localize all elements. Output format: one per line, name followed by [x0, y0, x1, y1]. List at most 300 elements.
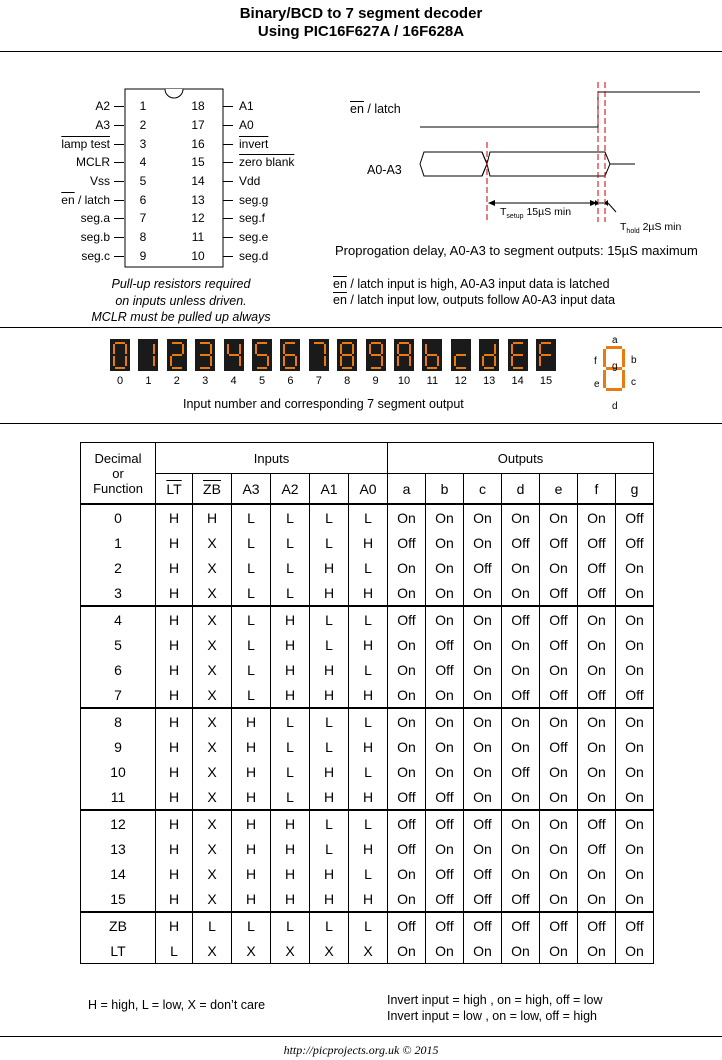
- table-cell: Off: [426, 784, 464, 810]
- table-cell: LT: [81, 938, 156, 964]
- table-cell: L: [232, 580, 271, 606]
- divider-middle-2: [0, 423, 722, 424]
- table-cell: H: [310, 580, 349, 606]
- pin-left-label-5: Vss: [89, 174, 110, 188]
- table-cell: On: [540, 836, 578, 861]
- segment-a: [513, 342, 523, 344]
- seven-segment-digit: [479, 339, 499, 371]
- segment-g: [513, 354, 523, 356]
- chip-note-2: on inputs unless driven.: [115, 294, 247, 308]
- legend-a: a: [612, 335, 618, 346]
- table-cell: On: [502, 708, 540, 734]
- segment-e: [511, 356, 513, 366]
- table-cell: Off: [578, 555, 616, 580]
- segment-d: [200, 367, 210, 369]
- table-cell: X: [271, 938, 310, 964]
- segment-a: [172, 342, 182, 344]
- table-row: [81, 708, 654, 734]
- segment-f: [283, 344, 285, 354]
- seven-segment-digit: [252, 339, 272, 371]
- pin-left-lead: [114, 200, 124, 201]
- segment-b: [239, 344, 241, 354]
- table-cell: H: [156, 530, 193, 555]
- table-cell: H: [232, 734, 271, 759]
- table-cell: Off: [464, 861, 502, 886]
- table-cell: H: [156, 555, 193, 580]
- table-cell: L: [271, 759, 310, 784]
- table-cell: On: [426, 836, 464, 861]
- header-inputs: Inputs: [156, 443, 388, 474]
- table-cell: 0: [81, 504, 156, 530]
- pin-number-left: 8: [139, 230, 147, 244]
- pin-right-label-10: seg.d: [239, 249, 269, 263]
- segment-number-label: 15: [539, 375, 553, 387]
- thold-label: $T_{hold}$ 2µS min: [620, 221, 682, 236]
- table-cell: Off: [388, 530, 426, 555]
- table-cell: On: [464, 734, 502, 759]
- table-cell: H: [156, 708, 193, 734]
- table-cell: On: [616, 810, 654, 836]
- seven-segment-digit: [280, 339, 300, 371]
- timing-en-label: $\overline{en}$ / latch: [350, 102, 401, 116]
- table-cell: Off: [388, 836, 426, 861]
- table-cell: Off: [616, 912, 654, 938]
- table-row: [81, 504, 654, 530]
- legend-d: d: [612, 401, 618, 412]
- table-cell: On: [426, 555, 464, 580]
- segment-a: [314, 342, 324, 344]
- latch-note-1: $\overline{en}$ / latch input is high, A0-A3 input data is latched: [333, 277, 610, 291]
- table-row: [81, 784, 654, 810]
- table-cell: On: [616, 657, 654, 682]
- table-cell: 9: [81, 734, 156, 759]
- header-output-b: b: [426, 474, 464, 504]
- table-cell: On: [502, 504, 540, 530]
- table-cell: On: [502, 580, 540, 606]
- table-cell: On: [616, 734, 654, 759]
- table-cell: Off: [540, 682, 578, 708]
- table-cell: Off: [540, 580, 578, 606]
- table-cell: Off: [578, 912, 616, 938]
- pin-left-lead: [114, 256, 124, 257]
- header-decimal: Decimal or Function: [81, 443, 156, 505]
- pin-left-label-2: A3: [95, 118, 110, 132]
- pin-left-lead: [114, 237, 124, 238]
- table-cell: On: [464, 504, 502, 530]
- table-cell: On: [426, 734, 464, 759]
- pin-right-label-17: A0: [239, 118, 254, 132]
- table-cell: H: [310, 657, 349, 682]
- table-cell: H: [310, 759, 349, 784]
- segment-caption: Input number and corresponding 7 segment output: [183, 397, 464, 411]
- pin-right-lead: [223, 162, 233, 163]
- segment-f: [425, 344, 427, 354]
- seven-segment-digit: [536, 339, 556, 371]
- divider-bottom: [0, 1036, 722, 1037]
- table-cell: L: [310, 810, 349, 836]
- segment-a: [115, 342, 125, 344]
- table-cell: On: [464, 836, 502, 861]
- table-cell: X: [193, 759, 232, 784]
- table-cell: On: [426, 530, 464, 555]
- table-cell: Off: [502, 530, 540, 555]
- segment-number-label: 2: [173, 375, 180, 387]
- table-cell: On: [502, 784, 540, 810]
- table-cell: On: [388, 555, 426, 580]
- table-cell: L: [232, 504, 271, 530]
- table-cell: H: [232, 810, 271, 836]
- table-cell: On: [578, 938, 616, 964]
- pin-left-label-3: lamp test: [61, 137, 110, 151]
- table-cell: H: [310, 682, 349, 708]
- segment-d: [456, 367, 466, 369]
- table-row: [81, 886, 654, 912]
- footer-credit: http://picprojects.org.uk © 2015: [283, 1043, 439, 1057]
- segment-e: [482, 356, 484, 366]
- table-row: [81, 861, 654, 886]
- table-cell: H: [271, 657, 310, 682]
- seven-segment-digit: [394, 339, 414, 371]
- table-cell: Off: [426, 861, 464, 886]
- table-cell: On: [426, 759, 464, 784]
- table-cell: Off: [502, 912, 540, 938]
- pin-number-right: 13: [191, 193, 205, 207]
- segment-a: [285, 342, 295, 344]
- table-cell: L: [271, 530, 310, 555]
- segment-c: [494, 356, 496, 366]
- table-cell: L: [232, 632, 271, 657]
- segment-e: [425, 356, 427, 366]
- segment-g: [172, 354, 182, 356]
- pin-right-lead: [223, 256, 233, 257]
- table-cell: On: [464, 784, 502, 810]
- segment-b: [494, 344, 496, 354]
- table-cell: 6: [81, 657, 156, 682]
- segment-c: [409, 356, 411, 366]
- table-cell: L: [349, 555, 388, 580]
- table-cell: Off: [502, 886, 540, 912]
- table-cell: On: [464, 632, 502, 657]
- table-cell: X: [310, 938, 349, 964]
- pin-left-label-8: seg.b: [80, 230, 110, 244]
- segment-g: [484, 354, 494, 356]
- pin-right-lead: [223, 218, 233, 219]
- segment-number-label: 8: [344, 375, 351, 387]
- table-cell: L: [156, 938, 193, 964]
- table-row: [81, 682, 654, 708]
- table-cell: L: [349, 708, 388, 734]
- segment-f: [113, 344, 115, 354]
- table-cell: 15: [81, 886, 156, 912]
- table-cell: Off: [540, 606, 578, 632]
- table-cell: On: [616, 784, 654, 810]
- table-cell: L: [232, 555, 271, 580]
- segment-c: [267, 356, 269, 366]
- pin-number-right: 11: [191, 230, 205, 244]
- segment-number-label: 4: [230, 375, 237, 387]
- table-cell: H: [156, 836, 193, 861]
- seven-segment-digit: [508, 339, 528, 371]
- table-cell: On: [578, 657, 616, 682]
- table-cell: On: [502, 861, 540, 886]
- table-row: [81, 657, 654, 682]
- table-cell: H: [271, 836, 310, 861]
- pin-left-lead: [114, 181, 124, 182]
- table-cell: Off: [502, 682, 540, 708]
- segment-c: [324, 356, 326, 366]
- pin-number-right: 12: [191, 211, 205, 225]
- table-cell: X: [193, 682, 232, 708]
- pin-right-label-18: A1: [239, 99, 254, 113]
- pin-right-lead: [223, 144, 233, 145]
- segment-d: [371, 367, 381, 369]
- segment-number-label: 14: [511, 375, 524, 387]
- table-cell: On: [540, 861, 578, 886]
- table-cell: On: [464, 657, 502, 682]
- table-cell: X: [193, 886, 232, 912]
- table-cell: L: [271, 580, 310, 606]
- segment-b: [409, 344, 411, 354]
- pin-number-left: 2: [139, 118, 147, 132]
- table-row: [81, 912, 654, 938]
- table-cell: Off: [426, 632, 464, 657]
- segment-f: [539, 344, 541, 354]
- table-cell: Off: [388, 912, 426, 938]
- table-cell: On: [540, 504, 578, 530]
- table-cell: On: [464, 759, 502, 784]
- segment-c: [437, 356, 439, 366]
- title-line1: Binary/BCD to 7 segment decoder: [239, 5, 483, 22]
- table-cell: Off: [464, 886, 502, 912]
- segment-d: [257, 367, 267, 369]
- table-cell: H: [349, 836, 388, 861]
- table-cell: Off: [578, 580, 616, 606]
- table-cell: Off: [388, 784, 426, 810]
- table-cell: X: [193, 530, 232, 555]
- pin-left-label-1: A2: [95, 99, 110, 113]
- segment-number-label: 13: [483, 375, 496, 387]
- table-cell: Off: [426, 657, 464, 682]
- table-cell: L: [271, 555, 310, 580]
- table-cell: On: [464, 708, 502, 734]
- segment-e: [340, 356, 342, 366]
- table-cell: On: [502, 632, 540, 657]
- segment-number-label: 9: [372, 375, 379, 387]
- table-cell: L: [310, 504, 349, 530]
- table-cell: H: [156, 734, 193, 759]
- table-row: [81, 580, 654, 606]
- pin-right-lead: [223, 125, 233, 126]
- table-cell: On: [616, 759, 654, 784]
- table-cell: On: [616, 632, 654, 657]
- segment-e: [283, 356, 285, 366]
- pin-number-right: 18: [191, 99, 205, 113]
- table-cell: On: [388, 580, 426, 606]
- table-cell: Off: [616, 504, 654, 530]
- table-cell: H: [310, 886, 349, 912]
- segment-a: [371, 342, 381, 344]
- header-input-a3: A3: [232, 474, 271, 504]
- invert-note-2: Invert input = low , on = low, off = high: [387, 1009, 597, 1023]
- table-cell: L: [271, 912, 310, 938]
- table-cell: Off: [426, 886, 464, 912]
- pin-left-label-4: MCLR: [75, 155, 110, 169]
- table-row: [81, 938, 654, 964]
- pin-number-left: 6: [139, 193, 147, 207]
- table-cell: 14: [81, 861, 156, 886]
- pin-left-label-9: seg.c: [81, 249, 110, 263]
- table-cell: On: [426, 682, 464, 708]
- pin-right-label-12: seg.f: [239, 211, 266, 225]
- table-cell: X: [193, 938, 232, 964]
- table-cell: 7: [81, 682, 156, 708]
- table-cell: X: [193, 606, 232, 632]
- table-cell: On: [388, 632, 426, 657]
- header-output-d: d: [502, 474, 540, 504]
- table-cell: On: [464, 606, 502, 632]
- table-cell: Off: [578, 810, 616, 836]
- header-input-lt: $\overline{LT}$: [156, 474, 193, 504]
- table-cell: On: [540, 886, 578, 912]
- table-cell: H: [271, 861, 310, 886]
- seven-segment-digit: [110, 339, 130, 371]
- table-cell: L: [310, 836, 349, 861]
- table-cell: X: [193, 861, 232, 886]
- table-cell: On: [616, 708, 654, 734]
- prop-delay-note: Proprogation delay, A0-A3 to segment outputs: 15µS maximum: [335, 243, 698, 258]
- segment-e: [113, 356, 115, 366]
- title-line2: Using PIC16F627A / 16F628A: [257, 23, 465, 40]
- table-cell: On: [388, 682, 426, 708]
- segment-b: [182, 344, 184, 354]
- table-cell: 4: [81, 606, 156, 632]
- segment-number-label: 0: [116, 375, 124, 387]
- table-cell: Off: [464, 810, 502, 836]
- pin-right-label-13: seg.g: [239, 193, 269, 207]
- table-row: [81, 606, 654, 632]
- table-cell: H: [271, 682, 310, 708]
- pin-number-left: 3: [139, 137, 147, 151]
- header-input-a2: A2: [271, 474, 310, 504]
- table-cell: On: [502, 938, 540, 964]
- table-cell: H: [156, 657, 193, 682]
- pin-number-left: 1: [139, 99, 147, 113]
- table-row: [81, 555, 654, 580]
- table-cell: On: [540, 810, 578, 836]
- seven-segment-digit: [195, 339, 215, 371]
- segment-number-label: 12: [454, 375, 467, 387]
- table-cell: On: [540, 784, 578, 810]
- segment-f: [397, 344, 399, 354]
- segment-d: [513, 367, 523, 369]
- table-cell: L: [349, 606, 388, 632]
- table-cell: L: [310, 606, 349, 632]
- segment-d: [115, 367, 125, 369]
- table-cell: H: [156, 632, 193, 657]
- table-cell: On: [502, 810, 540, 836]
- table-cell: On: [616, 555, 654, 580]
- table-cell: H: [271, 810, 310, 836]
- pin-number-left: 9: [139, 249, 147, 263]
- table-cell: On: [578, 734, 616, 759]
- table-cell: L: [310, 734, 349, 759]
- segment-d: [427, 367, 437, 369]
- table-cell: 2: [81, 555, 156, 580]
- table-cell: L: [271, 784, 310, 810]
- segment-c: [210, 356, 212, 366]
- table-cell: Off: [426, 912, 464, 938]
- table-cell: X: [193, 580, 232, 606]
- table-cell: L: [349, 861, 388, 886]
- table-cell: On: [464, 938, 502, 964]
- pin-number-right: 17: [191, 118, 205, 132]
- header-input-a0: A0: [349, 474, 388, 504]
- table-cell: Off: [616, 530, 654, 555]
- table-cell: X: [193, 836, 232, 861]
- table-cell: H: [156, 682, 193, 708]
- pin-left-lead: [114, 106, 124, 107]
- pin-left-lead: [114, 162, 124, 163]
- table-cell: On: [464, 580, 502, 606]
- segment-b: [125, 344, 127, 354]
- segment-b: [352, 344, 354, 354]
- header-output-c: c: [464, 474, 502, 504]
- pin-left-lead: [114, 125, 124, 126]
- pin-right-lead: [223, 200, 233, 201]
- table-cell: On: [540, 708, 578, 734]
- segment-d: [342, 367, 352, 369]
- table-row: [81, 759, 654, 784]
- table-cell: On: [388, 504, 426, 530]
- table-cell: On: [426, 504, 464, 530]
- table-row: [81, 530, 654, 555]
- hlx-legend: H = high, L = low, X = don’t care: [88, 998, 266, 1012]
- table-cell: Off: [540, 530, 578, 555]
- table-cell: H: [232, 861, 271, 886]
- segment-d: [285, 367, 295, 369]
- segment-a: [399, 342, 409, 344]
- table-cell: On: [578, 632, 616, 657]
- table-cell: On: [502, 555, 540, 580]
- segment-number-label: 6: [287, 375, 294, 387]
- divider-middle-1: [0, 327, 722, 328]
- table-cell: H: [349, 734, 388, 759]
- segment-c: [153, 356, 155, 366]
- table-cell: On: [540, 555, 578, 580]
- table-cell: On: [616, 861, 654, 886]
- table-cell: H: [232, 836, 271, 861]
- seven-segment-digit: [167, 339, 187, 371]
- segment-g: [541, 354, 551, 356]
- table-cell: L: [232, 606, 271, 632]
- header-output-f: f: [578, 474, 616, 504]
- pin-right-lead: [223, 106, 233, 107]
- table-cell: On: [426, 708, 464, 734]
- pin-number-left: 4: [139, 155, 147, 169]
- table-cell: 1: [81, 530, 156, 555]
- table-cell: H: [156, 886, 193, 912]
- table-cell: X: [232, 938, 271, 964]
- segment-f: [511, 344, 513, 354]
- segment-legend: [590, 335, 650, 415]
- table-cell: 11: [81, 784, 156, 810]
- segment-c: [239, 356, 241, 366]
- table-cell: On: [616, 606, 654, 632]
- legend-g: g: [612, 361, 618, 372]
- table-cell: On: [502, 836, 540, 861]
- table-cell: H: [271, 632, 310, 657]
- table-cell: L: [271, 504, 310, 530]
